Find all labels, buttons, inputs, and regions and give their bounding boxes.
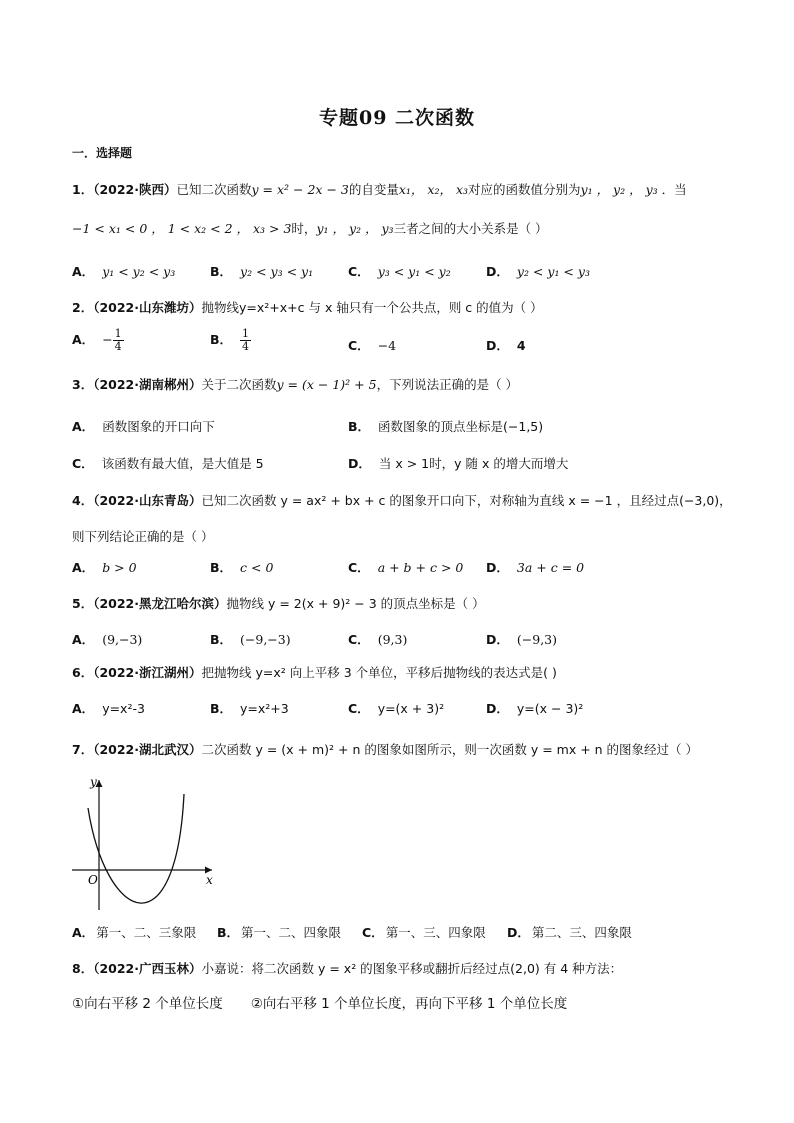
question-source: （2022·陕西） [93, 182, 177, 197]
parabola-graph [66, 772, 226, 912]
math-expression: y = x² − 2x − 3 [251, 182, 349, 197]
question-number: 4． [72, 493, 94, 508]
option-c[interactable]: C． y=(x + 3)² [348, 701, 445, 716]
question-text: 二次函数 y = (x + m)² + n 的图象如图所示，则一次函数 y = mx + n 的图象经过（ ） [201, 742, 699, 757]
option-d[interactable]: D． 4 [486, 338, 526, 353]
method-2: ②向右平移 1 个单位长度，再向下平移 1 个单位长度 [250, 996, 568, 1012]
option-c[interactable]: C． a + b + c > 0 [348, 560, 464, 575]
math-expression: y₁ ， y₂ ， y₃ [316, 221, 394, 236]
option-a[interactable]: A． b > 0 [72, 560, 137, 575]
question-source: （2022·浙江湖州） [93, 665, 202, 680]
option-d[interactable]: D． y=(x − 3)² [486, 701, 584, 716]
question-text: ．当 [661, 182, 687, 197]
option-a[interactable]: A． y₁ < y₂ < y₃ [72, 264, 176, 279]
question-2-line-1 [72, 299, 543, 317]
option-a[interactable]: A． y=x²-3 [72, 701, 145, 716]
option-d[interactable]: D． y₂ < y₁ < y₃ [486, 264, 590, 279]
origin-label: O [88, 873, 98, 887]
question-text: 则下列结论正确的是（ ） [72, 529, 214, 544]
math-expression: x₁， x₂， x₃ [398, 182, 469, 197]
question-text: 对应的函数值分别为 [468, 182, 581, 197]
question-number: 7． [72, 742, 94, 757]
question-text: 三者之间的大小关系是（ ） [393, 221, 548, 236]
fraction: $\frac{1}{4}$ [242, 327, 250, 353]
question-source: （2022·山东青岛） [93, 493, 202, 508]
option-a[interactable]: A． 第一、二、三象限 [72, 925, 197, 940]
option-b[interactable]: B． 函数图象的顶点坐标是(−1,5) [348, 419, 544, 434]
math-expression: y = (x − 1)² + 5 [276, 377, 377, 392]
option-b[interactable]: B． $\frac{1}{4}$ [210, 327, 250, 353]
question-text: 小嘉说：将二次函数 y = x² 的图象平移或翻折后经过点(2,0) 有 4 种方法： [201, 961, 623, 976]
question-number: 1． [72, 182, 94, 197]
option-b[interactable]: B． (−9,−3) [210, 632, 291, 647]
option-c[interactable]: C． y₃ < y₁ < y₂ [348, 264, 451, 279]
question-1-line-2 [72, 220, 548, 238]
question-text: 的自变量 [348, 182, 399, 197]
option-c[interactable]: C． 该函数有最大值，是大值是 5 [72, 456, 264, 471]
option-d[interactable]: D． (−9,3) [486, 632, 557, 647]
question-source: （2022·湖北武汉） [93, 742, 202, 757]
question-5-line-1 [72, 595, 485, 613]
question-4-line-1 [72, 492, 732, 510]
x-axis-label: x [206, 873, 213, 887]
y-axis-label: y [90, 775, 97, 789]
fraction: $\frac{1}{4}$ [114, 327, 122, 353]
option-d[interactable]: D． 当 x > 1时，y 随 x 的增大而增大 [348, 456, 569, 471]
question-text: 时， [291, 221, 317, 236]
option-b[interactable]: B． y=x²+3 [210, 701, 289, 716]
option-c[interactable]: C． −4 [348, 338, 397, 353]
method-1: ①向右平移 2 个单位长度 [72, 996, 223, 1012]
parabola-curve [88, 794, 184, 903]
option-b[interactable]: B． y₂ < y₃ < y₁ [210, 264, 314, 279]
option-c[interactable]: C． 第一、三、四象限 [362, 925, 486, 940]
question-number: 2． [72, 300, 94, 315]
question-8-methods [72, 995, 567, 1013]
question-7-line-1 [72, 741, 698, 759]
question-text: 抛物线 y = 2(x + 9)² − 3 的顶点坐标是（ ） [226, 596, 485, 611]
question-source: （2022·山东潍坊） [93, 300, 202, 315]
question-number: 3． [72, 377, 94, 392]
option-c[interactable]: C． (9,3) [348, 632, 408, 647]
option-b[interactable]: B． 第一、二、四象限 [217, 925, 342, 940]
question-text: 已知二次函数 [176, 182, 252, 197]
question-8-line-1 [72, 960, 622, 978]
option-a[interactable]: A． 函数图象的开口向下 [72, 419, 215, 434]
option-d[interactable]: D． 第二、三、四象限 [507, 925, 632, 940]
question-text: 抛物线y=x²+x+c 与 x 轴只有一个公共点，则 c 的值为（ ） [201, 300, 543, 315]
question-source: （2022·黑龙江哈尔滨） [93, 596, 227, 611]
question-3-line-1 [72, 376, 518, 394]
question-text: 关于二次函数 [201, 377, 277, 392]
option-a[interactable]: A． − $\frac{1}{4}$ [72, 327, 122, 353]
option-d[interactable]: D． 3a + c = 0 [486, 560, 585, 575]
question-source: （2022·广西玉林） [93, 961, 202, 976]
question-number: 8． [72, 961, 94, 976]
question-6-line-1 [72, 664, 557, 682]
question-number: 5． [72, 596, 94, 611]
question-text: ，下列说法正确的是（ ） [376, 377, 519, 392]
page-title: 专题09 二次函数 [318, 107, 476, 129]
question-1-line-1 [72, 181, 687, 199]
option-b[interactable]: B． c < 0 [210, 560, 274, 575]
option-a[interactable]: A． (9,−3) [72, 632, 143, 647]
math-expression: y₁ ， y₂ ， y₃ [580, 182, 662, 197]
question-source: （2022·湖南郴州） [93, 377, 202, 392]
question-text: 已知二次函数 y = ax² + bx + c 的图象开口向下，对称轴为直线 x = −1 ，且经过点(−3,0)， [201, 493, 732, 508]
math-expression: −1 < x₁ < 0 ， 1 < x₂ < 2 ， x₃ > 3 [72, 221, 292, 236]
question-text: 把抛物线 y=x² 向上平移 3 个单位，平移后抛物线的表达式是( ) [201, 665, 557, 680]
question-number: 6． [72, 665, 94, 680]
question-4-line-2 [72, 528, 213, 546]
section-heading: 一．选择题 [72, 146, 133, 160]
